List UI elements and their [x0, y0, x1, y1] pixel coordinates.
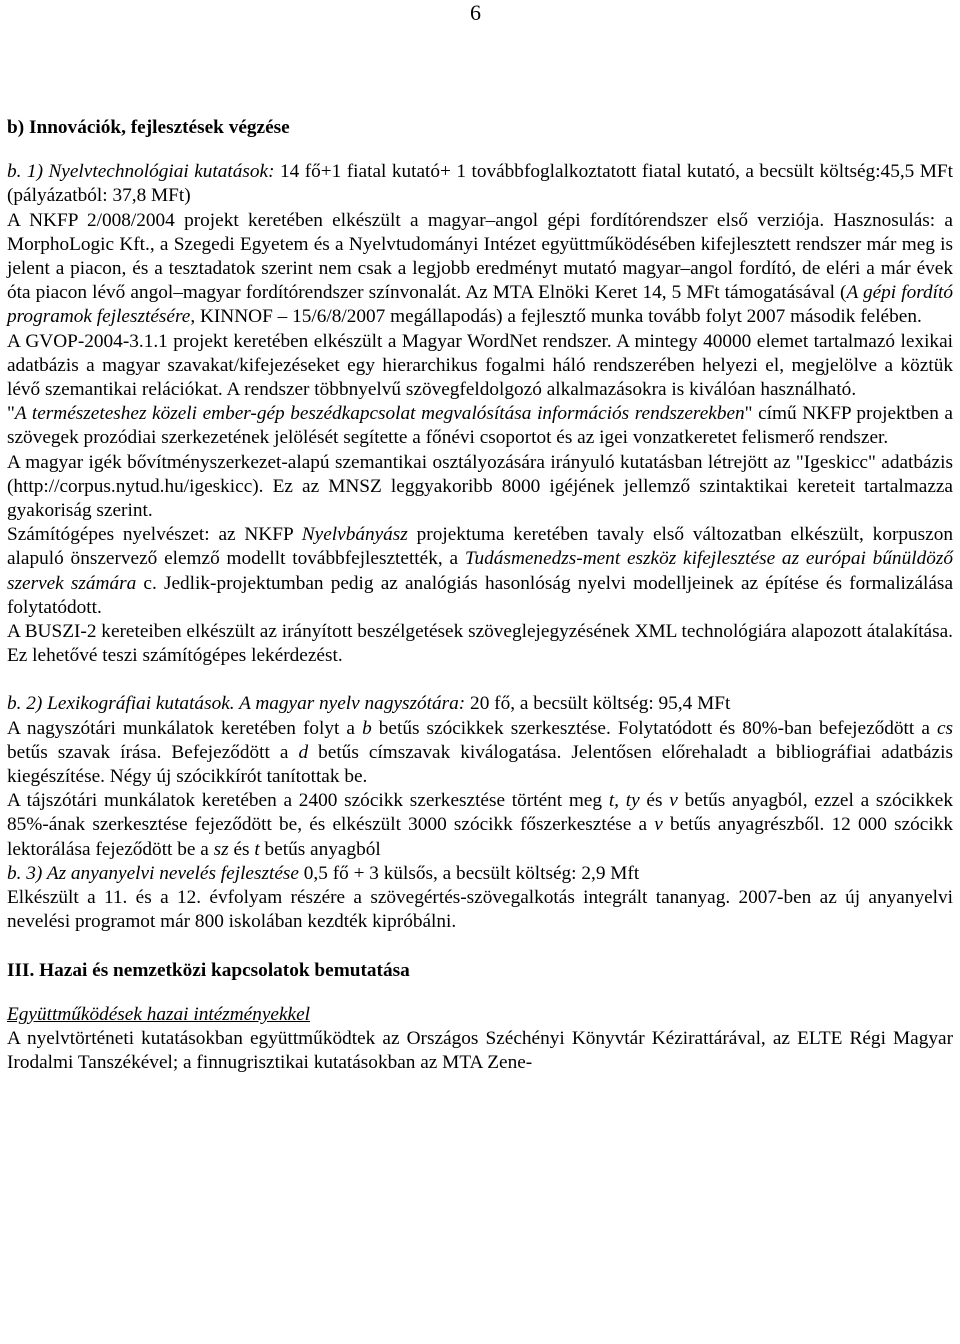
page-number: 6: [470, 0, 481, 25]
paragraph-tananyag: Elkészült a 11. és a 12. évfolyam részére a szövegértés-szövegalkotás integrált tananyag. 2007-ben az új anyanyelvi nevelési programot már 800 iskolában kezdték kipróbálni.: [7, 887, 953, 933]
paragraph-nagyszotar: A nagyszótári munkálatok keretében folyt a b betűs szócikkek szerkesztése. Folytatódott és 80%-ban befejeződött a cs betűs szavak írása. Befejeződött a d betűs címszavak kiválogatása. Jelentősen előrehaladt a bibliográfiai adatbázis kiegészítése. Négy új szócikkírót tanítottak be.: [7, 717, 954, 788]
paragraph-lexikografia-intro: b. 2) Lexikográfiai kutatások. A magyar nyelv nagyszótára: 20 fő, a becsült költség: 95,4 MFt: [7, 693, 731, 715]
paragraph-buszi: A BUSZI-2 kereteiben elkészült az irányított beszélgetések szöveglejegyzésének XML technológiára alapozott átalakítása. Ez lehetővé teszi számítógépes lekérdezést.: [7, 621, 953, 667]
paragraph-tajszotar: A tájszótári munkálatok keretében a 2400 szócikk szerkesztése történt meg t, ty és v betűs anyagból, ezzel a szócikkek 85%-ának szerkesztése fejeződött be, és elkészült 3000 szócikk főszerkesztése a v betűs anyagrészből. 12 000 szócikk lektorálása fejeződött be a sz és t betűs anyagból: [7, 790, 954, 860]
paragraph-nyelvtechnologia-intro: b. 1) Nyelvtechnológiai kutatások: 14 fő+1 fiatal kutató+ 1 továbbfoglalkoztatott fiatal kutató, a becsült költség:45,5 MFt (pályázatból: 37,8 MFt): [7, 161, 953, 207]
paragraph-nyelvtorteneti: A nyelvtörténeti kutatásokban együttműködtek az Országos Széchényi Könyvtár Kézirattárával, az ELTE Régi Magyar Irodalmi Tanszékével; a finnugrisztikai kutatásokban az MTA Zene-: [7, 1027, 953, 1074]
paragraph-szamitogepes-nyelveszet: Számítógépes nyelvészet: az NKFP Nyelvbányász projektuma keretében tavaly első változatban elkészült, korpuszon alapuló önszervező elemző modellt továbbfejlesztették, a Tudásmenedzs-ment eszköz kifejlesztése az európai bűnüldöző szervek számára c. Jedlik-projektumban pedig az analógiás hasonlóság nyelvi modelljeinek az építése és formalizálása folytatódott.: [7, 524, 954, 618]
paragraph-gepi-fordito: A NKFP 2/008/2004 projekt keretében elkészült a magyar–angol gépi fordítórendszer első verziója. Hasznosulás: a MorphoLogic Kft., a Szegedi Egyetem és a Nyelvtudományi Intézet együttműködésében kifejlesztett rendszer már meg is jelent a piacon, és a tesztadatok szerint nem csak a legjobb eredményt mutató magyar–angol fordító, de eléri a már évek óta piacon lévő angol–magyar fordítórendszer színvonalát. Az MTA Elnöki Keret 14, 5 MFt támogatásával (A gépi fordító programok fejlesztésére, KINNOF – 15/6/8/2007 megállapodás) a fejlesztő munka tovább folyt 2007 második felében.: [7, 209, 954, 328]
paragraph-prozodia: "A természeteshez közeli ember-gép beszédkapcsolat megvalósítása információs rendszerekben" című NKFP projektben a szövegek prozódiai szerkezetének jelölését segítette a főnévi csoportot és az igei vonzatkeretet felismerő rendszer.: [7, 403, 953, 449]
b1-label: b. 1) Nyelvtechnológiai kutatások:: [7, 161, 275, 183]
document-body: [7, 116, 953, 1075]
section-III-heading: III. Hazai és nemzetközi kapcsolatok bemutatása: [7, 959, 410, 981]
section-b-heading: b) Innovációk, fejlesztések végzése: [7, 117, 290, 138]
paragraph-igeskicc: A magyar igék bővítményszerkezet-alapú szemantikai osztályozására irányuló kutatásban létrejött az "Igeskicc" adatbázis (http://corpus.nytud.hu/igeskicc). Ez az MNSZ leggyakoribb 8000 igéjének jellemző szintaktikai kereteit tartalmazza gyakoriság szerint.: [7, 451, 953, 522]
paragraph-wordnet: A GVOP-2004-3.1.1 projekt keretében elkészült a Magyar WordNet rendszer. A mintegy 40000 elemet tartalmazó lexikai adatbázis a magyar szavakat/kifejezéseket egy hierarchikus fogalmi háló rendszerében helyezi el, megjelölve a köztük lévő szemantikai relációkat. A rendszer többnyelvű szövegfeldolgozó alkalmazásokra is kiválóan használható.: [7, 330, 953, 401]
subheading-hazai-egyuttmukodes: Együttműködések hazai intézményekkel: [7, 1003, 311, 1025]
paragraph-anyanyelvi-intro: b. 3) Az anyanyelvi nevelés fejlesztése 0,5 fő + 3 külsős, a becsült költség: 2,9 Mft: [7, 862, 640, 884]
